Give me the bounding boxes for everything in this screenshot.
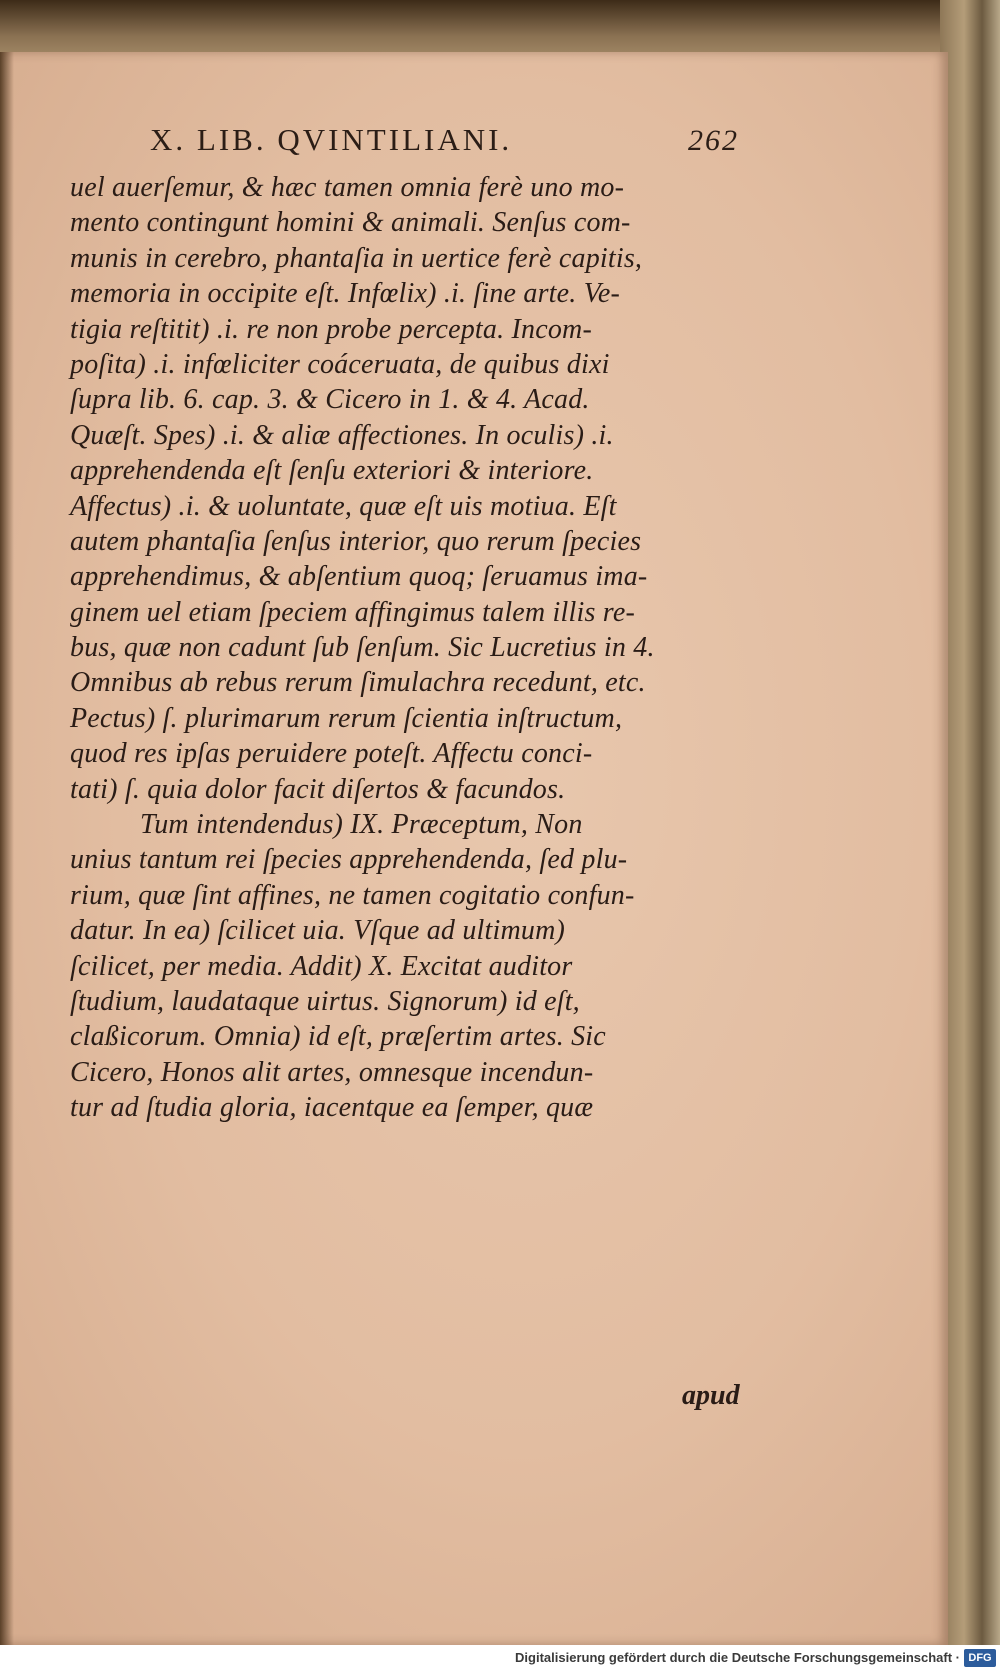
book-board-edge [0,0,1000,60]
text-line: munis in cerebro, phantaſia in uertice ferè capitis, [70,242,643,274]
dfg-logo[interactable]: DFG [964,1649,996,1667]
footer-bar [0,1645,1000,1673]
text-line: Pectus) ſ. plurimarum rerum ſcientia inſtructum, [70,702,623,734]
text-line: bus, quæ non cadunt ſub ſenſum. Sic Lucretius in 4. [70,632,655,664]
text-line: ginem uel etiam ſpeciem affingimus talem illis re- [70,596,635,628]
text-line: Quæſt. Spes) .i. & aliæ affectiones. In oculis) .i. [70,419,614,451]
text-line: tur ad ſtudia gloria, iacentque ea ſemper, quæ [70,1092,594,1124]
text-line: apprehendenda eſt ſenſu exteriori & interiore. [70,455,594,487]
footer-credit: Digitalisierung gefördert durch die Deutsche Forschungsgemeinschaft · [515,1650,960,1665]
text-line: memoria in occipite eſt. Infœlix) .i. ſine arte. Ve- [70,278,621,310]
running-head: X. LIB. QVINTILIANI. [150,122,513,157]
text-line: ſtudium, laudataque uirtus. Signorum) id eſt, [70,985,580,1017]
text-line: apprehendimus, & abſentium quoq; ſeruamus ima- [70,561,648,593]
text-line: Affectus) .i. & uoluntate, quæ eſt uis motiua. Eſt [70,490,617,522]
text-line: tigia reſtitit) .i. re non probe percepta. Incom- [70,313,592,345]
text-line: ſcilicet, per media. Addit) X. Excitat auditor [70,950,573,982]
text-line: quod res ipſas peruidere poteſt. Affectu conci- [70,738,593,770]
text-line: datur. In ea) ſcilicet uia. Vſque ad ultimum) [70,915,566,947]
catchword: apud [682,1380,740,1411]
text-block [70,170,790,1126]
page-number: 262 [688,124,739,157]
book-page [0,52,948,1645]
text-line: Cicero, Honos alit artes, omnesque incendun- [70,1056,594,1088]
text-line: rium, quæ ſint affines, ne tamen cogitatio confun- [70,879,635,911]
text-line: unius tantum rei ſpecies apprehendenda, ſed plu- [70,844,628,876]
text-line: poſita) .i. infœliciter coáceruata, de quibus dixi [70,348,610,380]
text-line: claßicorum. Omnia) id eſt, præſertim artes. Sic [70,1021,606,1053]
text-line: autem phantaſia ſenſus interior, quo rerum ſpecies [70,525,642,557]
text-line: tati) ſ. quia dolor facit diſertos & facundos. [70,773,566,805]
text-line: ſupra lib. 6. cap. 3. & Cicero in 1. & 4. Acad. [70,384,590,416]
book-fore-edge [940,0,1000,1645]
text-line: mento contingunt homini & animali. Senſus com- [70,207,631,239]
text-line: uel auerſemur, & hæc tamen omnia ferè uno mo- [70,172,625,203]
text-line-paragraph-start: Tum intendendus) IX. Præceptum, Non [140,809,583,841]
text-line: Omnibus ab rebus rerum ſimulachra recedunt, etc. [70,667,646,699]
